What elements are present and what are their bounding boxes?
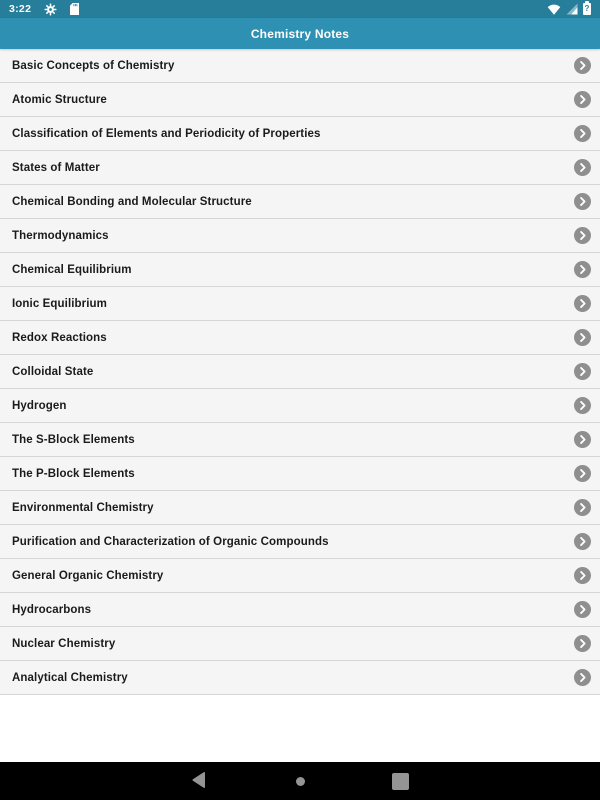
clock: 3:22 <box>9 3 32 15</box>
chevron-right-icon <box>574 567 591 584</box>
list-item[interactable] <box>0 219 600 253</box>
list-item[interactable] <box>0 151 600 185</box>
chevron-right-icon <box>574 499 591 516</box>
list-empty-space <box>0 695 600 762</box>
list-item-label: Environmental Chemistry <box>12 501 154 514</box>
android-nav-bar <box>0 762 600 800</box>
list-item-label: The S-Block Elements <box>12 433 135 446</box>
chevron-right-icon <box>574 329 591 346</box>
app-bar <box>0 18 600 49</box>
list-item[interactable] <box>0 117 600 151</box>
list-item[interactable] <box>0 593 600 627</box>
home-circle-icon <box>296 777 305 786</box>
list-item-label: Thermodynamics <box>12 229 109 242</box>
page-title: Chemistry Notes <box>250 26 350 41</box>
chevron-right-icon <box>574 261 591 278</box>
back-button[interactable] <box>180 762 220 800</box>
list-item-label: Chemical Equilibrium <box>12 263 132 276</box>
list-item[interactable] <box>0 457 600 491</box>
chevron-right-icon <box>574 465 591 482</box>
chevron-right-icon <box>574 193 591 210</box>
chevron-right-icon <box>574 227 591 244</box>
status-bar <box>0 0 600 18</box>
list-item-label: Purification and Characterization of Organic Compounds <box>12 535 329 548</box>
recents-square-icon <box>392 773 409 790</box>
list-item[interactable] <box>0 355 600 389</box>
chapter-list <box>0 49 600 695</box>
list-item-label: Nuclear Chemistry <box>12 637 116 650</box>
chevron-right-icon <box>574 295 591 312</box>
battery-unknown-icon: ? <box>584 4 590 13</box>
home-button[interactable] <box>280 762 320 800</box>
chevron-right-icon <box>574 669 591 686</box>
list-item-label: Redox Reactions <box>12 331 107 344</box>
chevron-right-icon <box>574 601 591 618</box>
back-triangle-icon <box>190 770 210 793</box>
list-item[interactable] <box>0 389 600 423</box>
chevron-right-icon <box>574 57 591 74</box>
list-item[interactable] <box>0 491 600 525</box>
chevron-right-icon <box>574 159 591 176</box>
settings-gear-icon <box>44 3 57 16</box>
list-item-label: States of Matter <box>12 161 100 174</box>
chevron-right-icon <box>574 431 591 448</box>
chevron-right-icon <box>574 533 591 550</box>
list-item-label: Atomic Structure <box>12 93 107 106</box>
list-item[interactable] <box>0 627 600 661</box>
list-item-label: General Organic Chemistry <box>12 569 164 582</box>
cell-signal-icon <box>566 3 578 15</box>
chevron-right-icon <box>574 125 591 142</box>
list-item-label: The P-Block Elements <box>12 467 135 480</box>
list-item-label: Classification of Elements and Periodicity of Properties <box>12 127 321 140</box>
list-item[interactable] <box>0 253 600 287</box>
list-item[interactable] <box>0 423 600 457</box>
list-item[interactable] <box>0 49 600 83</box>
list-item-label: Hydrocarbons <box>12 603 92 616</box>
list-item-label: Colloidal State <box>12 365 94 378</box>
recents-button[interactable] <box>380 762 420 800</box>
list-item[interactable] <box>0 83 600 117</box>
list-item[interactable] <box>0 185 600 219</box>
list-item[interactable] <box>0 525 600 559</box>
list-item[interactable] <box>0 559 600 593</box>
list-item-label: Chemical Bonding and Molecular Structure <box>12 195 252 208</box>
list-item-label: Basic Concepts of Chemistry <box>12 59 175 72</box>
list-item-label: Ionic Equilibrium <box>12 297 107 310</box>
chevron-right-icon <box>574 635 591 652</box>
chevron-right-icon <box>574 363 591 380</box>
chevron-right-icon <box>574 91 591 108</box>
list-item[interactable] <box>0 287 600 321</box>
wifi-icon <box>547 4 561 15</box>
chevron-right-icon <box>574 397 591 414</box>
list-item-label: Analytical Chemistry <box>12 671 128 684</box>
list-item-label: Hydrogen <box>12 399 67 412</box>
list-item[interactable] <box>0 321 600 355</box>
list-item[interactable] <box>0 661 600 695</box>
sd-card-icon <box>70 3 79 15</box>
